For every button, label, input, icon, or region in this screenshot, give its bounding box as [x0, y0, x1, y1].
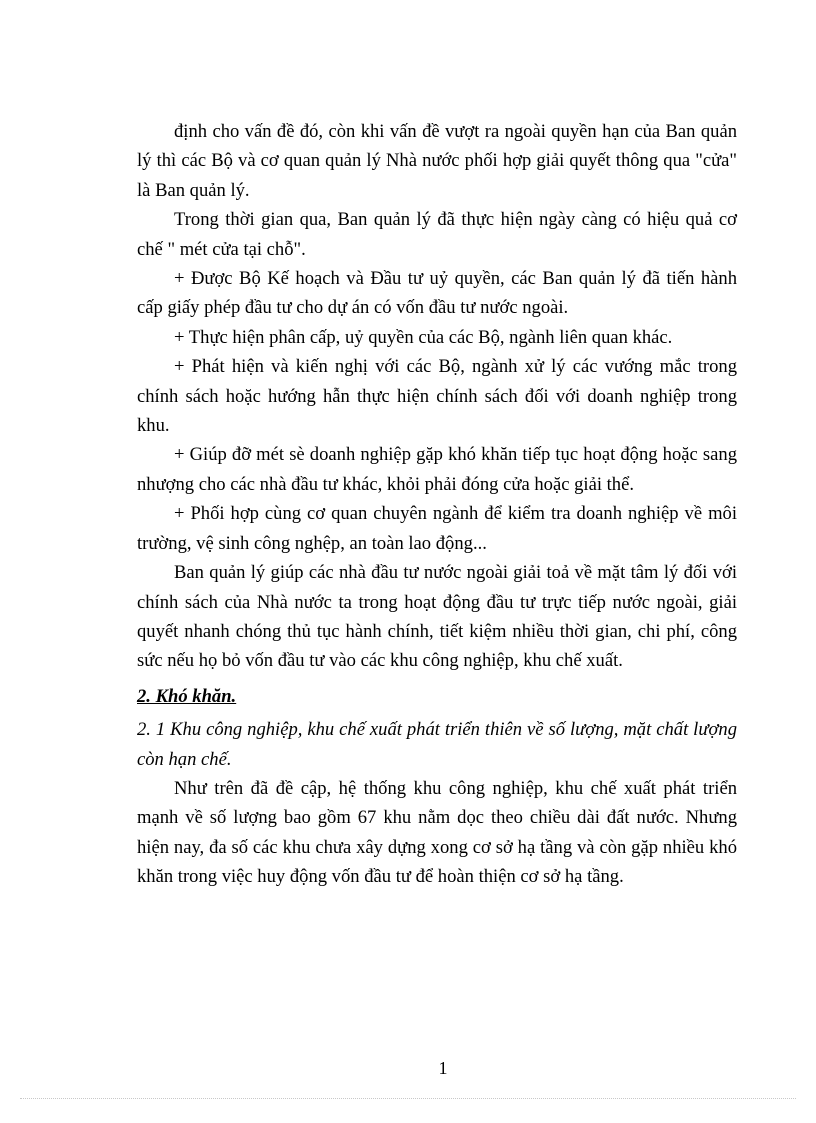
paragraph-business-support: + Giúp đỡ mét sè doanh nghiệp gặp khó khăn tiếp tục hoạt động hoặc sang nhượng cho các nhà đầu tư khác, khỏi phải đóng cửa hoặc giải thể. [137, 444, 737, 495]
paragraph-closing: Như trên đã đề cập, hệ thống khu công nghiệp, khu chế xuất phát triển mạnh về số lượng bao gồm 67 khu nằm dọc theo chiều dài đất nước. Nhưng hiện nay, đa số các khu chưa xây dựng xong cơ sở hạ tầng và còn gặp nhiều khó khăn trong việc huy động vốn đầu tư để hoàn thiện cơ sở hạ tầng. [137, 777, 737, 888]
section-heading: 2. Khó khăn. [137, 685, 237, 707]
footer-divider [20, 1098, 796, 1099]
paragraph-delegation: + Thực hiện phân cấp, uỷ quyền của các Bộ, ngành liên quan khác. [174, 326, 673, 348]
document-body [137, 117, 737, 892]
paragraph-investor-relief: Ban quản lý giúp các nhà đầu tư nước ngoài giải toả về mặt tâm lý đối với chính sách của Nhà nước ta trong hoạt động đầu tư trực tiếp nước ngoài, giải quyết nhanh chóng thủ tục hành chính, tiết kiệm nhiều thời gian, chi phí, công sức nếu họ bỏ vốn đầu tư vào các khu công nghiệp, khu chế xuất. [137, 562, 737, 672]
paragraph-continuation: định cho vấn đề đó, còn khi vấn đề vượt ra ngoài quyền hạn của Ban quản lý thì các Bộ và cơ quan quản lý Nhà nước phối hợp giải quyết thông qua "cửa" là Ban quản lý. [137, 121, 737, 201]
paragraph-investment-license: + Được Bộ Kế hoạch và Đầu tư uỷ quyền, các Ban quản lý đã tiến hành cấp giấy phép đầu tư cho dự án có vốn đầu tư nước ngoài. [137, 268, 737, 319]
paragraph-one-stop-mechanism: Trong thời gian qua, Ban quản lý đã thực hiện ngày càng có hiệu quả cơ chế " mét cửa tại chỗ". [137, 209, 737, 260]
page-number: 1 [438, 1058, 448, 1078]
paragraph-policy-issues: + Phát hiện và kiến nghị với các Bộ, ngành xử lý các vướng mắc trong chính sách hoặc hướng hẫn thực hiện chính sách đối với doanh nghiệp trong khu. [137, 356, 737, 437]
subsection-heading: 2. 1 Khu công nghiệp, khu chế xuất phát triển thiên về số lượng, mặt chất lượng còn hạn chế. [137, 719, 737, 770]
paragraph-inspection: + Phối hợp cùng cơ quan chuyên ngành để kiểm tra doanh nghiệp về môi trường, vệ sinh công nghệp, an toàn lao động... [137, 503, 737, 554]
